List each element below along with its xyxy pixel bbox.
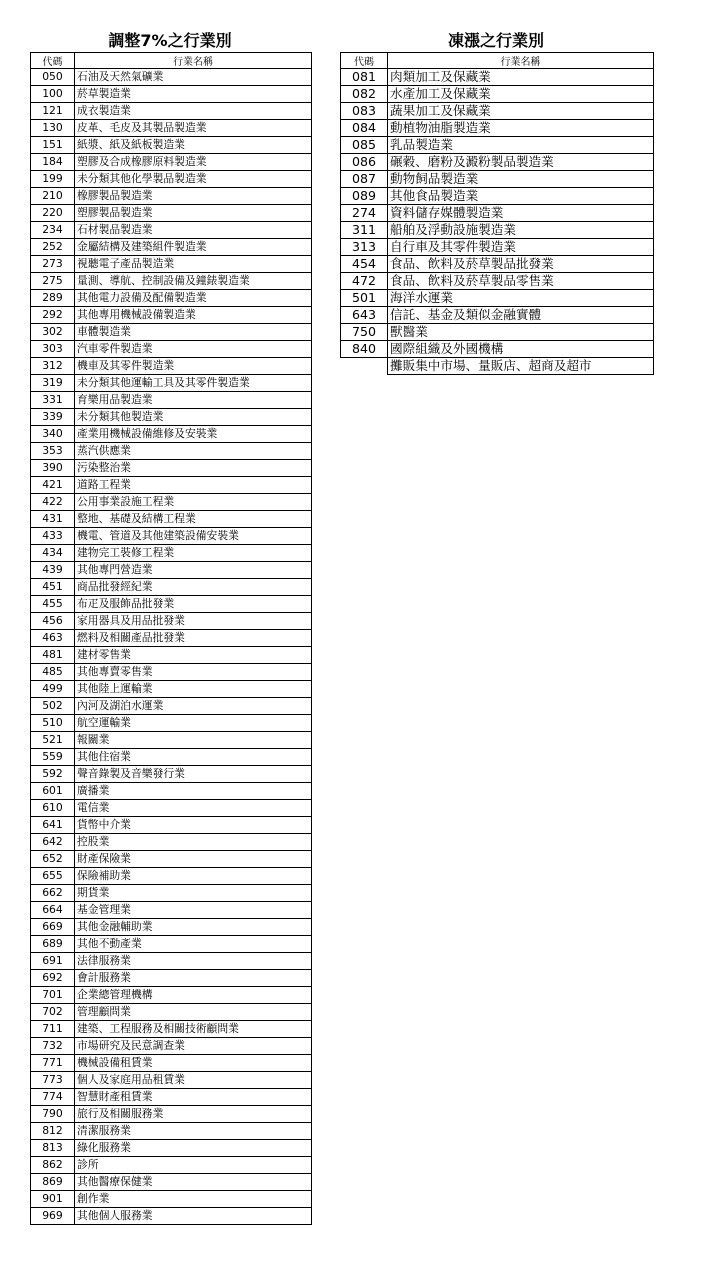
industry-code: 455 <box>31 596 75 613</box>
table-row <box>341 103 654 120</box>
industry-code: 082 <box>341 86 388 103</box>
industry-name: 菸草製造業 <box>75 86 312 103</box>
industry-name: 智慧財產租賃業 <box>75 1089 312 1106</box>
table-row <box>31 120 312 137</box>
table-row <box>31 392 312 409</box>
industry-name: 未分類其他運輸工具及其零件製造業 <box>75 375 312 392</box>
table-row <box>31 103 312 120</box>
table-row <box>31 664 312 681</box>
industry-code: 312 <box>31 358 75 375</box>
table-row <box>31 800 312 817</box>
industry-name: 期貨業 <box>75 885 312 902</box>
table-row <box>341 358 654 375</box>
industry-code: 901 <box>31 1191 75 1208</box>
table-row <box>31 494 312 511</box>
table-row <box>31 1106 312 1123</box>
industry-code: 434 <box>31 545 75 562</box>
industry-code: 421 <box>31 477 75 494</box>
table-row <box>341 137 654 154</box>
industry-name: 動植物油脂製造業 <box>388 120 654 137</box>
table-row <box>31 919 312 936</box>
industry-name: 企業總管理機構 <box>75 987 312 1004</box>
name-column-header: 行業名稱 <box>388 53 654 69</box>
table-row <box>31 1140 312 1157</box>
industry-code: 652 <box>31 851 75 868</box>
industry-name: 其他陸上運輸業 <box>75 681 312 698</box>
table-header-row <box>31 53 312 69</box>
industry-name: 其他電力設備及配備製造業 <box>75 290 312 307</box>
industry-name: 診所 <box>75 1157 312 1174</box>
table-row <box>31 1072 312 1089</box>
industry-code: 234 <box>31 222 75 239</box>
industry-name: 動物飼品製造業 <box>388 171 654 188</box>
industry-code: 210 <box>31 188 75 205</box>
industry-name: 個人及家庭用品租賃業 <box>75 1072 312 1089</box>
table-row <box>341 222 654 239</box>
table-row <box>31 341 312 358</box>
industry-code: 702 <box>31 1004 75 1021</box>
industry-name: 道路工程業 <box>75 477 312 494</box>
industry-code: 273 <box>31 256 75 273</box>
table-row <box>31 528 312 545</box>
table-row <box>31 290 312 307</box>
industry-code: 472 <box>341 273 388 290</box>
industry-name: 燃料及相關產品批發業 <box>75 630 312 647</box>
freeze-table <box>340 52 654 375</box>
industry-name: 海洋水運業 <box>388 290 654 307</box>
industry-code: 081 <box>341 69 388 86</box>
industry-code: 289 <box>31 290 75 307</box>
industry-code: 274 <box>341 205 388 222</box>
table-row <box>31 1174 312 1191</box>
industry-code: 050 <box>31 69 75 86</box>
industry-code: 750 <box>341 324 388 341</box>
industry-code: 303 <box>31 341 75 358</box>
industry-code: 813 <box>31 1140 75 1157</box>
industry-code: 220 <box>31 205 75 222</box>
industry-name: 其他專門營造業 <box>75 562 312 579</box>
table-row <box>31 596 312 613</box>
table-row <box>31 698 312 715</box>
industry-code: 084 <box>341 120 388 137</box>
industry-code: 641 <box>31 817 75 834</box>
industry-name: 其他醫療保健業 <box>75 1174 312 1191</box>
industry-name: 育樂用品製造業 <box>75 392 312 409</box>
industry-name: 國際組織及外國機構 <box>388 341 654 358</box>
industry-code: 130 <box>31 120 75 137</box>
table-row <box>31 885 312 902</box>
industry-name: 其他不動產業 <box>75 936 312 953</box>
table-row <box>31 86 312 103</box>
table-row <box>341 341 654 358</box>
industry-name: 石材製品製造業 <box>75 222 312 239</box>
industry-code: 439 <box>31 562 75 579</box>
industry-name: 會計服務業 <box>75 970 312 987</box>
table-row <box>341 256 654 273</box>
table-row <box>31 239 312 256</box>
table-row <box>31 188 312 205</box>
industry-code: 100 <box>31 86 75 103</box>
industry-code: 331 <box>31 392 75 409</box>
table-row <box>341 205 654 222</box>
table-row <box>31 851 312 868</box>
industry-name: 控股業 <box>75 834 312 851</box>
industry-code: 502 <box>31 698 75 715</box>
industry-name: 其他食品製造業 <box>388 188 654 205</box>
industry-name: 塑膠製品製造業 <box>75 205 312 222</box>
table-row <box>31 647 312 664</box>
table-row <box>31 749 312 766</box>
table-row <box>31 324 312 341</box>
industry-name: 法律服務業 <box>75 953 312 970</box>
industry-name: 家用器具及用品批發業 <box>75 613 312 630</box>
table-row <box>31 1123 312 1140</box>
table-row <box>341 154 654 171</box>
industry-code: 353 <box>31 443 75 460</box>
industry-name: 橡膠製品製造業 <box>75 188 312 205</box>
industry-code: 662 <box>31 885 75 902</box>
industry-name: 其他個人服務業 <box>75 1208 312 1225</box>
table-row <box>31 732 312 749</box>
industry-name: 自行車及其零件製造業 <box>388 239 654 256</box>
industry-name: 未分類其他製造業 <box>75 409 312 426</box>
industry-code: 510 <box>31 715 75 732</box>
table-row <box>31 1038 312 1055</box>
industry-code: 689 <box>31 936 75 953</box>
industry-name: 蔬果加工及保藏業 <box>388 103 654 120</box>
industry-code: 701 <box>31 987 75 1004</box>
industry-code: 862 <box>31 1157 75 1174</box>
industry-code: 664 <box>31 902 75 919</box>
table-row <box>31 137 312 154</box>
industry-name: 其他金融輔助業 <box>75 919 312 936</box>
table-row <box>31 1004 312 1021</box>
table-row <box>31 1208 312 1225</box>
industry-name: 布疋及服飾品批發業 <box>75 596 312 613</box>
industry-code: 339 <box>31 409 75 426</box>
table-row <box>31 579 312 596</box>
industry-name: 皮革、毛皮及其製品製造業 <box>75 120 312 137</box>
industry-name: 航空運輸業 <box>75 715 312 732</box>
industry-name: 清潔服務業 <box>75 1123 312 1140</box>
table-row <box>31 970 312 987</box>
industry-code: 669 <box>31 919 75 936</box>
industry-code: 083 <box>341 103 388 120</box>
industry-code: 340 <box>31 426 75 443</box>
industry-code: 869 <box>31 1174 75 1191</box>
table-row <box>341 324 654 341</box>
table-row <box>31 426 312 443</box>
industry-name: 量測、導航、控制設備及鐘錶製造業 <box>75 273 312 290</box>
industry-name: 乳品製造業 <box>388 137 654 154</box>
industry-name: 資料儲存媒體製造業 <box>388 205 654 222</box>
industry-name: 車體製造業 <box>75 324 312 341</box>
industry-name: 保險補助業 <box>75 868 312 885</box>
industry-code: 319 <box>31 375 75 392</box>
industry-name: 財產保險業 <box>75 851 312 868</box>
table-row <box>31 953 312 970</box>
table-row <box>31 409 312 426</box>
industry-name: 管理顧問業 <box>75 1004 312 1021</box>
industry-code: 275 <box>31 273 75 290</box>
table-row <box>31 460 312 477</box>
industry-name: 綠化服務業 <box>75 1140 312 1157</box>
industry-code: 454 <box>341 256 388 273</box>
table-row <box>341 188 654 205</box>
table-row <box>31 358 312 375</box>
table-row <box>31 511 312 528</box>
industry-code: 812 <box>31 1123 75 1140</box>
industry-code: 711 <box>31 1021 75 1038</box>
industry-name: 紙漿、紙及紙板製造業 <box>75 137 312 154</box>
industry-name: 整地、基礎及結構工程業 <box>75 511 312 528</box>
table-row <box>341 171 654 188</box>
industry-name: 其他住宿業 <box>75 749 312 766</box>
industry-code: 773 <box>31 1072 75 1089</box>
industry-code: 431 <box>31 511 75 528</box>
industry-name: 創作業 <box>75 1191 312 1208</box>
table-row <box>31 477 312 494</box>
table-row <box>31 1157 312 1174</box>
industry-code: 732 <box>31 1038 75 1055</box>
table-row <box>31 256 312 273</box>
table-row <box>31 715 312 732</box>
table-row <box>31 154 312 171</box>
industry-code: 643 <box>341 307 388 324</box>
table-row <box>31 936 312 953</box>
table-row <box>31 987 312 1004</box>
industry-code: 302 <box>31 324 75 341</box>
industry-code: 691 <box>31 953 75 970</box>
industry-code: 252 <box>31 239 75 256</box>
industry-code: 390 <box>31 460 75 477</box>
industry-code: 422 <box>31 494 75 511</box>
table-row <box>31 69 312 86</box>
industry-name: 貨幣中介業 <box>75 817 312 834</box>
industry-code: 199 <box>31 171 75 188</box>
industry-name: 未分類其他化學製品製造業 <box>75 171 312 188</box>
industry-code: 692 <box>31 970 75 987</box>
industry-code: 790 <box>31 1106 75 1123</box>
industry-name: 視聽電子產品製造業 <box>75 256 312 273</box>
table-row <box>341 69 654 86</box>
industry-name: 建物完工裝修工程業 <box>75 545 312 562</box>
code-column-header: 代碼 <box>31 53 75 69</box>
industry-code: 456 <box>31 613 75 630</box>
table-row <box>31 562 312 579</box>
industry-name: 食品、飲料及菸草製品批發業 <box>388 256 654 273</box>
industry-name: 蒸汽供應業 <box>75 443 312 460</box>
table-row <box>31 817 312 834</box>
table-row <box>31 834 312 851</box>
industry-code: 840 <box>341 341 388 358</box>
industry-name: 污染整治業 <box>75 460 312 477</box>
industry-code: 311 <box>341 222 388 239</box>
industry-code: 463 <box>31 630 75 647</box>
industry-code: 313 <box>341 239 388 256</box>
industry-name: 石油及天然氣礦業 <box>75 69 312 86</box>
industry-name: 建材零售業 <box>75 647 312 664</box>
industry-name: 機械設備租賃業 <box>75 1055 312 1072</box>
industry-code: 559 <box>31 749 75 766</box>
industry-name: 報關業 <box>75 732 312 749</box>
industry-code: 969 <box>31 1208 75 1225</box>
industry-name: 船舶及浮動設施製造業 <box>388 222 654 239</box>
industry-name: 其他專用機械設備製造業 <box>75 307 312 324</box>
table-row <box>31 1191 312 1208</box>
industry-code: 184 <box>31 154 75 171</box>
table-row <box>341 273 654 290</box>
table-row <box>31 545 312 562</box>
table-row <box>31 222 312 239</box>
table-row <box>31 273 312 290</box>
industry-name: 旅行及相關服務業 <box>75 1106 312 1123</box>
industry-name: 建築、工程服務及相關技術顧問業 <box>75 1021 312 1038</box>
industry-name: 聲音錄製及音樂發行業 <box>75 766 312 783</box>
table-row <box>341 290 654 307</box>
industry-code: 501 <box>341 290 388 307</box>
industry-code: 151 <box>31 137 75 154</box>
industry-code: 481 <box>31 647 75 664</box>
table-row <box>31 443 312 460</box>
table-row <box>341 86 654 103</box>
industry-name: 汽車零件製造業 <box>75 341 312 358</box>
industry-code: 610 <box>31 800 75 817</box>
industry-name: 商品批發經紀業 <box>75 579 312 596</box>
industry-name: 肉類加工及保藏業 <box>388 69 654 86</box>
industry-name: 攤販集中市場、量販店、超商及超市 <box>388 358 654 375</box>
industry-code: 087 <box>341 171 388 188</box>
freeze-title: 凍漲之行業別 <box>447 31 544 50</box>
table-row <box>31 681 312 698</box>
industry-name: 市場研究及民意調查業 <box>75 1038 312 1055</box>
table-row <box>31 783 312 800</box>
industry-name: 成衣製造業 <box>75 103 312 120</box>
industry-code: 086 <box>341 154 388 171</box>
adjust-7pct-table <box>30 52 312 1225</box>
industry-name: 金屬結構及建築組件製造業 <box>75 239 312 256</box>
industry-name: 其他專賣零售業 <box>75 664 312 681</box>
industry-code: 601 <box>31 783 75 800</box>
table-row <box>31 766 312 783</box>
industry-code: 521 <box>31 732 75 749</box>
industry-name: 公用事業設施工程業 <box>75 494 312 511</box>
table-row <box>341 120 654 137</box>
industry-name: 廣播業 <box>75 783 312 800</box>
industry-code <box>341 358 388 375</box>
industry-code: 655 <box>31 868 75 885</box>
industry-name: 獸醫業 <box>388 324 654 341</box>
industry-name: 電信業 <box>75 800 312 817</box>
industry-name: 內河及湖泊水運業 <box>75 698 312 715</box>
table-row <box>31 630 312 647</box>
table-row <box>31 171 312 188</box>
table-row <box>31 868 312 885</box>
industry-name: 機車及其零件製造業 <box>75 358 312 375</box>
industry-name: 基金管理業 <box>75 902 312 919</box>
industry-code: 485 <box>31 664 75 681</box>
industry-code: 292 <box>31 307 75 324</box>
table-row <box>341 307 654 324</box>
table-row <box>341 239 654 256</box>
table-row <box>31 375 312 392</box>
table-row <box>31 1055 312 1072</box>
code-column-header: 代碼 <box>341 53 388 69</box>
industry-code: 592 <box>31 766 75 783</box>
adjust-7pct-title: 調整7%之行業別 <box>108 31 232 50</box>
industry-code: 774 <box>31 1089 75 1106</box>
table-row <box>31 1021 312 1038</box>
industry-name: 產業用機械設備維修及安裝業 <box>75 426 312 443</box>
table-row <box>31 307 312 324</box>
industry-code: 089 <box>341 188 388 205</box>
table-row <box>31 205 312 222</box>
table-row <box>31 613 312 630</box>
table-row <box>31 1089 312 1106</box>
industry-name: 食品、飲料及菸草製品零售業 <box>388 273 654 290</box>
industry-name: 機電、管道及其他建築設備安裝業 <box>75 528 312 545</box>
name-column-header: 行業名稱 <box>75 53 312 69</box>
industry-name: 信託、基金及類似金融實體 <box>388 307 654 324</box>
industry-name: 塑膠及合成橡膠原料製造業 <box>75 154 312 171</box>
industry-code: 121 <box>31 103 75 120</box>
industry-code: 499 <box>31 681 75 698</box>
industry-name: 碾穀、磨粉及澱粉製品製造業 <box>388 154 654 171</box>
industry-code: 085 <box>341 137 388 154</box>
industry-code: 451 <box>31 579 75 596</box>
industry-code: 771 <box>31 1055 75 1072</box>
industry-name: 水產加工及保藏業 <box>388 86 654 103</box>
table-row <box>31 902 312 919</box>
industry-code: 433 <box>31 528 75 545</box>
table-header-row <box>341 53 654 69</box>
industry-code: 642 <box>31 834 75 851</box>
